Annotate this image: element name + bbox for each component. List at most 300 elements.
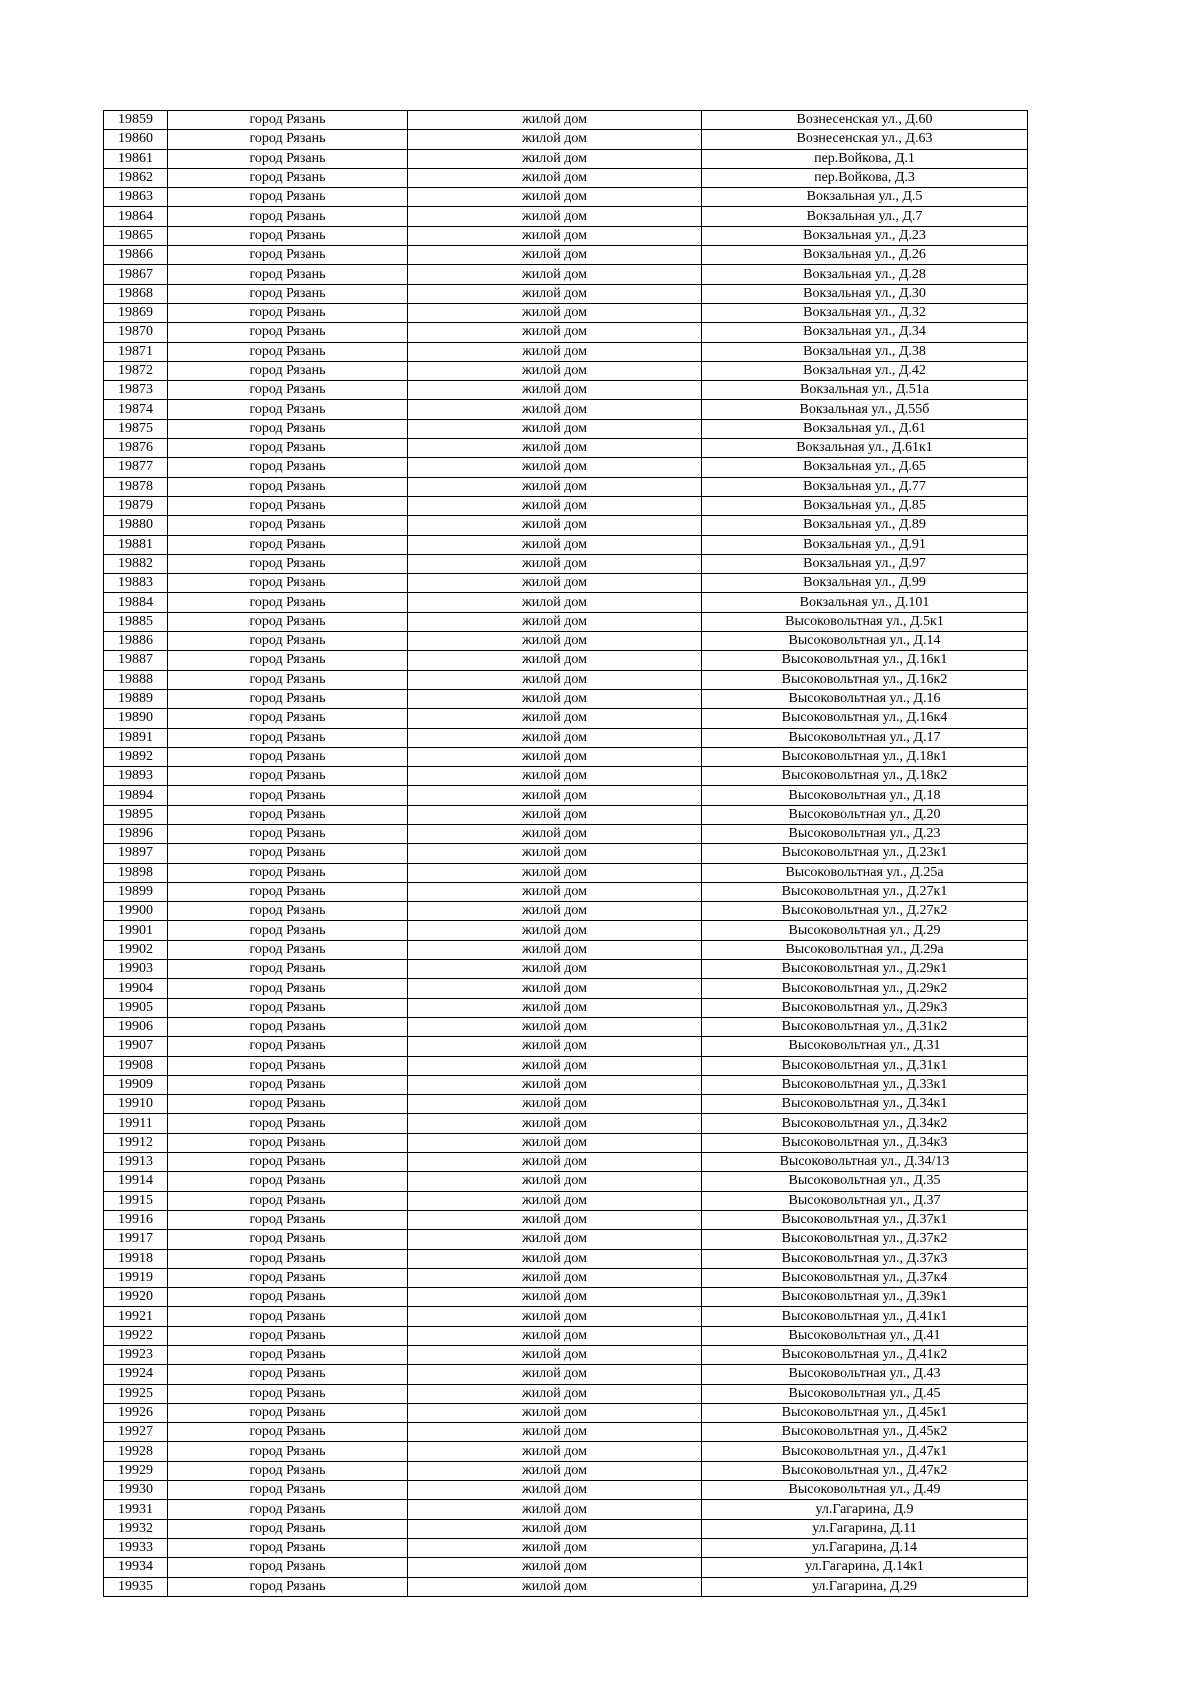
row-number-cell: 19872 [104,361,168,380]
building-type-cell: жилой дом [408,265,702,284]
building-type-cell: жилой дом [408,651,702,670]
address-cell: Высоковольтная ул., Д.49 [702,1481,1028,1500]
building-type-cell: жилой дом [408,1230,702,1249]
table-row [104,960,1028,979]
address-cell: Высоковольтная ул., Д.41к2 [702,1346,1028,1365]
table-row [104,1558,1028,1577]
table-row [104,689,1028,708]
table-row [104,709,1028,728]
row-number-cell: 19863 [104,188,168,207]
city-cell: город Рязань [168,1191,408,1210]
table-row [104,767,1028,786]
row-number-cell: 19925 [104,1384,168,1403]
row-number-cell: 19893 [104,767,168,786]
city-cell: город Рязань [168,381,408,400]
row-number-cell: 19860 [104,130,168,149]
row-number-cell: 19866 [104,246,168,265]
city-cell: город Рязань [168,1577,408,1596]
building-type-cell: жилой дом [408,246,702,265]
row-number-cell: 19903 [104,960,168,979]
table-row [104,1268,1028,1287]
row-number-cell: 19888 [104,670,168,689]
building-type-cell: жилой дом [408,1056,702,1075]
building-type-cell: жилой дом [408,535,702,554]
table-row [104,1114,1028,1133]
building-type-cell: жилой дом [408,1442,702,1461]
city-cell: город Рязань [168,689,408,708]
row-number-cell: 19895 [104,805,168,824]
city-cell: город Рязань [168,1114,408,1133]
building-type-cell: жилой дом [408,1153,702,1172]
city-cell: город Рязань [168,361,408,380]
row-number-cell: 19861 [104,149,168,168]
address-cell: Высоковольтная ул., Д.16 [702,689,1028,708]
row-number-cell: 19874 [104,400,168,419]
row-number-cell: 19873 [104,381,168,400]
table-row [104,1210,1028,1229]
city-cell: город Рязань [168,1210,408,1229]
row-number-cell: 19883 [104,574,168,593]
table-row [104,226,1028,245]
address-cell: Высоковольтная ул., Д.34/13 [702,1153,1028,1172]
address-cell: Высоковольтная ул., Д.16к2 [702,670,1028,689]
address-cell: Высоковольтная ул., Д.34к3 [702,1133,1028,1152]
building-type-cell: жилой дом [408,1191,702,1210]
address-cell: Высоковольтная ул., Д.20 [702,805,1028,824]
housing-registry-table [103,110,1028,1597]
building-type-cell: жилой дом [408,1307,702,1326]
building-type-cell: жилой дом [408,342,702,361]
table-row [104,593,1028,612]
address-cell: Вокзальная ул., Д.5 [702,188,1028,207]
table-row [104,1403,1028,1422]
address-cell: Вокзальная ул., Д.101 [702,593,1028,612]
address-cell: Высоковольтная ул., Д.37к3 [702,1249,1028,1268]
address-cell: Вокзальная ул., Д.30 [702,284,1028,303]
row-number-cell: 19923 [104,1346,168,1365]
building-type-cell: жилой дом [408,863,702,882]
address-cell: Вокзальная ул., Д.51а [702,381,1028,400]
city-cell: город Рязань [168,863,408,882]
table-body [104,111,1028,1597]
row-number-cell: 19913 [104,1153,168,1172]
address-cell: Вознесенская ул., Д.60 [702,111,1028,130]
address-cell: Высоковольтная ул., Д.37 [702,1191,1028,1210]
table-row [104,728,1028,747]
row-number-cell: 19892 [104,747,168,766]
building-type-cell: жилой дом [408,111,702,130]
city-cell: город Рязань [168,1461,408,1480]
address-cell: Высоковольтная ул., Д.5к1 [702,612,1028,631]
address-cell: Вокзальная ул., Д.99 [702,574,1028,593]
table-row [104,882,1028,901]
table-row [104,188,1028,207]
address-cell: Высоковольтная ул., Д.29 [702,921,1028,940]
table-row [104,130,1028,149]
city-cell: город Рязань [168,516,408,535]
address-cell: Высоковольтная ул., Д.29к1 [702,960,1028,979]
city-cell: город Рязань [168,1037,408,1056]
address-cell: ул.Гагарина, Д.29 [702,1577,1028,1596]
building-type-cell: жилой дом [408,709,702,728]
row-number-cell: 19927 [104,1423,168,1442]
table-row [104,979,1028,998]
building-type-cell: жилой дом [408,1114,702,1133]
building-type-cell: жилой дом [408,1384,702,1403]
row-number-cell: 19867 [104,265,168,284]
table-row [104,1133,1028,1152]
table-row [104,1288,1028,1307]
address-cell: Вокзальная ул., Д.85 [702,496,1028,515]
row-number-cell: 19886 [104,632,168,651]
city-cell: город Рязань [168,1423,408,1442]
building-type-cell: жилой дом [408,1249,702,1268]
address-cell: Вокзальная ул., Д.97 [702,554,1028,573]
row-number-cell: 19891 [104,728,168,747]
address-cell: Высоковольтная ул., Д.23к1 [702,844,1028,863]
row-number-cell: 19910 [104,1095,168,1114]
row-number-cell: 19902 [104,940,168,959]
building-type-cell: жилой дом [408,670,702,689]
city-cell: город Рязань [168,940,408,959]
city-cell: город Рязань [168,1095,408,1114]
building-type-cell: жилой дом [408,786,702,805]
row-number-cell: 19896 [104,824,168,843]
table-row [104,458,1028,477]
table-row [104,496,1028,515]
row-number-cell: 19876 [104,439,168,458]
table-row [104,1249,1028,1268]
table-row [104,612,1028,631]
building-type-cell: жилой дом [408,284,702,303]
building-type-cell: жилой дом [408,1172,702,1191]
city-cell: город Рязань [168,1442,408,1461]
building-type-cell: жилой дом [408,361,702,380]
table-row [104,516,1028,535]
address-cell: Высоковольтная ул., Д.27к2 [702,902,1028,921]
building-type-cell: жилой дом [408,1346,702,1365]
building-type-cell: жилой дом [408,1075,702,1094]
row-number-cell: 19885 [104,612,168,631]
row-number-cell: 19868 [104,284,168,303]
city-cell: город Рязань [168,419,408,438]
city-cell: город Рязань [168,246,408,265]
city-cell: город Рязань [168,400,408,419]
city-cell: город Рязань [168,1017,408,1036]
table-row [104,1075,1028,1094]
building-type-cell: жилой дом [408,1210,702,1229]
city-cell: город Рязань [168,303,408,322]
city-cell: город Рязань [168,921,408,940]
row-number-cell: 19919 [104,1268,168,1287]
row-number-cell: 19916 [104,1210,168,1229]
city-cell: город Рязань [168,728,408,747]
city-cell: город Рязань [168,1538,408,1557]
city-cell: город Рязань [168,207,408,226]
building-type-cell: жилой дом [408,998,702,1017]
address-cell: Высоковольтная ул., Д.18к1 [702,747,1028,766]
building-type-cell: жилой дом [408,979,702,998]
city-cell: город Рязань [168,226,408,245]
city-cell: город Рязань [168,1172,408,1191]
row-number-cell: 19879 [104,496,168,515]
row-number-cell: 19914 [104,1172,168,1191]
row-number-cell: 19869 [104,303,168,322]
table-row [104,670,1028,689]
table-row [104,747,1028,766]
city-cell: город Рязань [168,574,408,593]
city-cell: город Рязань [168,960,408,979]
address-cell: Высоковольтная ул., Д.31 [702,1037,1028,1056]
city-cell: город Рязань [168,1558,408,1577]
building-type-cell: жилой дом [408,1095,702,1114]
table-row [104,207,1028,226]
row-number-cell: 19882 [104,554,168,573]
address-cell: Высоковольтная ул., Д.37к2 [702,1230,1028,1249]
address-cell: Вокзальная ул., Д.61к1 [702,439,1028,458]
building-type-cell: жилой дом [408,747,702,766]
address-cell: Высоковольтная ул., Д.45 [702,1384,1028,1403]
building-type-cell: жилой дом [408,381,702,400]
row-number-cell: 19928 [104,1442,168,1461]
city-cell: город Рязань [168,149,408,168]
city-cell: город Рязань [168,767,408,786]
table-row [104,439,1028,458]
row-number-cell: 19920 [104,1288,168,1307]
building-type-cell: жилой дом [408,188,702,207]
city-cell: город Рязань [168,188,408,207]
city-cell: город Рязань [168,998,408,1017]
row-number-cell: 19921 [104,1307,168,1326]
building-type-cell: жилой дом [408,574,702,593]
city-cell: город Рязань [168,1075,408,1094]
row-number-cell: 19890 [104,709,168,728]
building-type-cell: жилой дом [408,226,702,245]
address-cell: ул.Гагарина, Д.11 [702,1519,1028,1538]
address-cell: Вокзальная ул., Д.65 [702,458,1028,477]
row-number-cell: 19924 [104,1365,168,1384]
table-row [104,1326,1028,1345]
city-cell: город Рязань [168,824,408,843]
building-type-cell: жилой дом [408,767,702,786]
row-number-cell: 19932 [104,1519,168,1538]
address-cell: Вокзальная ул., Д.28 [702,265,1028,284]
table-row [104,284,1028,303]
city-cell: город Рязань [168,458,408,477]
city-cell: город Рязань [168,554,408,573]
address-cell: Высоковольтная ул., Д.34к2 [702,1114,1028,1133]
city-cell: город Рязань [168,284,408,303]
row-number-cell: 19894 [104,786,168,805]
table-row [104,1500,1028,1519]
city-cell: город Рязань [168,882,408,901]
row-number-cell: 19915 [104,1191,168,1210]
row-number-cell: 19877 [104,458,168,477]
table-row [104,1365,1028,1384]
address-cell: Вознесенская ул., Д.63 [702,130,1028,149]
address-cell: Высоковольтная ул., Д.37к1 [702,1210,1028,1229]
address-cell: Вокзальная ул., Д.23 [702,226,1028,245]
row-number-cell: 19862 [104,168,168,187]
row-number-cell: 19905 [104,998,168,1017]
building-type-cell: жилой дом [408,1037,702,1056]
table-row [104,1017,1028,1036]
building-type-cell: жилой дом [408,149,702,168]
row-number-cell: 19922 [104,1326,168,1345]
building-type-cell: жилой дом [408,940,702,959]
address-cell: Высоковольтная ул., Д.34к1 [702,1095,1028,1114]
row-number-cell: 19897 [104,844,168,863]
building-type-cell: жилой дом [408,458,702,477]
table-row [104,149,1028,168]
building-type-cell: жилой дом [408,168,702,187]
table-row [104,381,1028,400]
building-type-cell: жилой дом [408,1519,702,1538]
building-type-cell: жилой дом [408,477,702,496]
row-number-cell: 19884 [104,593,168,612]
address-cell: Высоковольтная ул., Д.16к1 [702,651,1028,670]
table-row [104,477,1028,496]
address-cell: Высоковольтная ул., Д.33к1 [702,1075,1028,1094]
city-cell: город Рязань [168,1288,408,1307]
address-cell: ул.Гагарина, Д.9 [702,1500,1028,1519]
building-type-cell: жилой дом [408,902,702,921]
address-cell: Высоковольтная ул., Д.17 [702,728,1028,747]
building-type-cell: жилой дом [408,689,702,708]
city-cell: город Рязань [168,111,408,130]
building-type-cell: жилой дом [408,1403,702,1422]
address-cell: Вокзальная ул., Д.61 [702,419,1028,438]
table-row [104,1461,1028,1480]
table-row [104,651,1028,670]
city-cell: город Рязань [168,1153,408,1172]
city-cell: город Рязань [168,786,408,805]
building-type-cell: жилой дом [408,1288,702,1307]
address-cell: Высоковольтная ул., Д.29к3 [702,998,1028,1017]
address-cell: Высоковольтная ул., Д.47к1 [702,1442,1028,1461]
address-cell: Вокзальная ул., Д.77 [702,477,1028,496]
row-number-cell: 19931 [104,1500,168,1519]
row-number-cell: 19933 [104,1538,168,1557]
city-cell: город Рязань [168,593,408,612]
city-cell: город Рязань [168,844,408,863]
table-row [104,1153,1028,1172]
building-type-cell: жилой дом [408,1326,702,1345]
building-type-cell: жилой дом [408,1365,702,1384]
city-cell: город Рязань [168,1056,408,1075]
city-cell: город Рязань [168,342,408,361]
row-number-cell: 19907 [104,1037,168,1056]
building-type-cell: жилой дом [408,593,702,612]
building-type-cell: жилой дом [408,1500,702,1519]
building-type-cell: жилой дом [408,612,702,631]
address-cell: Высоковольтная ул., Д.37к4 [702,1268,1028,1287]
city-cell: город Рязань [168,1133,408,1152]
city-cell: город Рязань [168,265,408,284]
city-cell: город Рязань [168,632,408,651]
address-cell: Высоковольтная ул., Д.23 [702,824,1028,843]
building-type-cell: жилой дом [408,1538,702,1557]
row-number-cell: 19917 [104,1230,168,1249]
building-type-cell: жилой дом [408,207,702,226]
city-cell: город Рязань [168,670,408,689]
row-number-cell: 19934 [104,1558,168,1577]
table-row [104,824,1028,843]
table-row [104,1538,1028,1557]
building-type-cell: жилой дом [408,728,702,747]
address-cell: пер.Войкова, Д.3 [702,168,1028,187]
city-cell: город Рязань [168,979,408,998]
building-type-cell: жилой дом [408,1423,702,1442]
row-number-cell: 19871 [104,342,168,361]
address-cell: Вокзальная ул., Д.42 [702,361,1028,380]
building-type-cell: жилой дом [408,554,702,573]
building-type-cell: жилой дом [408,419,702,438]
table-row [104,1423,1028,1442]
address-cell: Высоковольтная ул., Д.25а [702,863,1028,882]
table-row [104,361,1028,380]
table-row [104,535,1028,554]
city-cell: город Рязань [168,1519,408,1538]
building-type-cell: жилой дом [408,400,702,419]
address-cell: ул.Гагарина, Д.14 [702,1538,1028,1557]
building-type-cell: жилой дом [408,844,702,863]
address-cell: Вокзальная ул., Д.91 [702,535,1028,554]
building-type-cell: жилой дом [408,824,702,843]
building-type-cell: жилой дом [408,323,702,342]
building-type-cell: жилой дом [408,1133,702,1152]
address-cell: Высоковольтная ул., Д.45к2 [702,1423,1028,1442]
address-cell: Вокзальная ул., Д.32 [702,303,1028,322]
table-row [104,1346,1028,1365]
address-cell: Высоковольтная ул., Д.43 [702,1365,1028,1384]
address-cell: Вокзальная ул., Д.89 [702,516,1028,535]
address-cell: Вокзальная ул., Д.7 [702,207,1028,226]
city-cell: город Рязань [168,1346,408,1365]
row-number-cell: 19930 [104,1481,168,1500]
row-number-cell: 19904 [104,979,168,998]
address-cell: Высоковольтная ул., Д.18 [702,786,1028,805]
city-cell: город Рязань [168,168,408,187]
row-number-cell: 19875 [104,419,168,438]
row-number-cell: 19901 [104,921,168,940]
city-cell: город Рязань [168,130,408,149]
address-cell: Высоковольтная ул., Д.35 [702,1172,1028,1191]
building-type-cell: жилой дом [408,303,702,322]
city-cell: город Рязань [168,1249,408,1268]
table-row [104,1037,1028,1056]
city-cell: город Рязань [168,1403,408,1422]
address-cell: Высоковольтная ул., Д.31к2 [702,1017,1028,1036]
city-cell: город Рязань [168,323,408,342]
table-row [104,902,1028,921]
table-row [104,168,1028,187]
table-row [104,1577,1028,1596]
building-type-cell: жилой дом [408,921,702,940]
table-row [104,1056,1028,1075]
row-number-cell: 19935 [104,1577,168,1596]
address-cell: Высоковольтная ул., Д.45к1 [702,1403,1028,1422]
row-number-cell: 19889 [104,689,168,708]
row-number-cell: 19899 [104,882,168,901]
table-row [104,1172,1028,1191]
building-type-cell: жилой дом [408,1017,702,1036]
building-type-cell: жилой дом [408,960,702,979]
table-row [104,303,1028,322]
row-number-cell: 19906 [104,1017,168,1036]
address-cell: Высоковольтная ул., Д.16к4 [702,709,1028,728]
table-row [104,940,1028,959]
